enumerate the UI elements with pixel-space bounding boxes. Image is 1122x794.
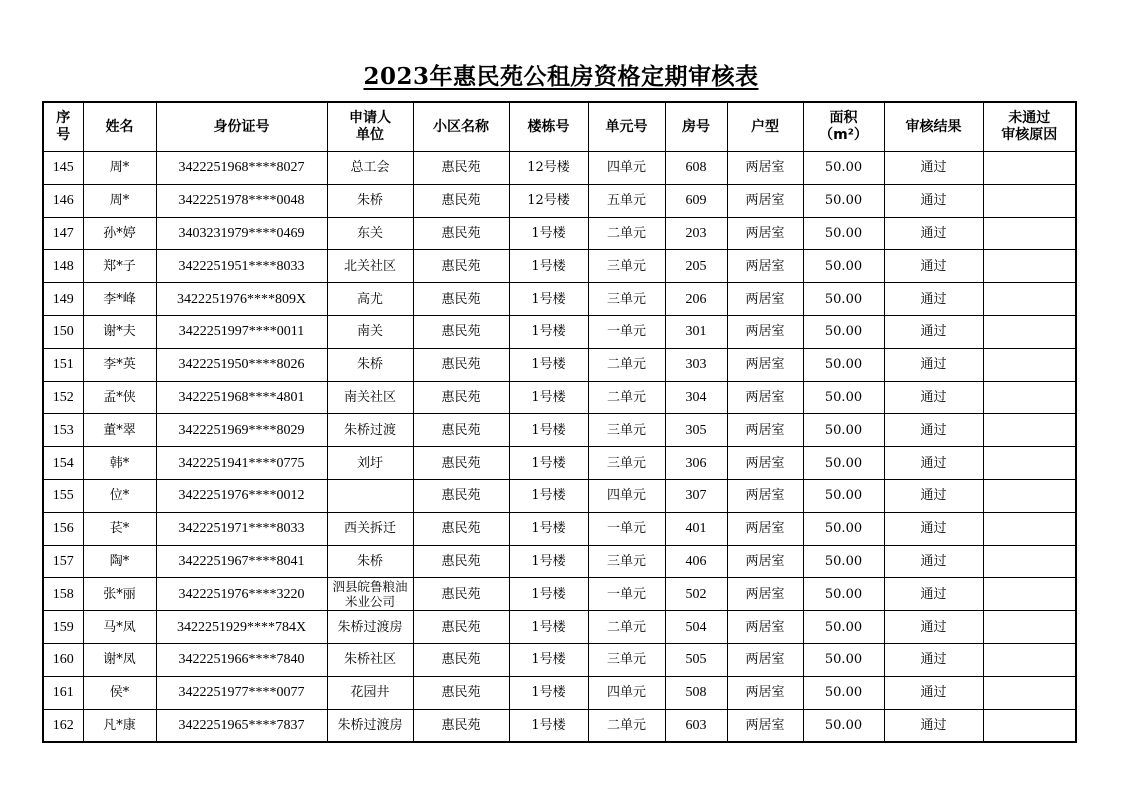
cell-unit-no: 三单元 — [588, 283, 665, 316]
cell-result: 通过 — [884, 152, 983, 185]
cell-id: 3422251969****8029 — [156, 414, 327, 447]
cell-community: 惠民苑 — [413, 414, 509, 447]
cell-result: 通过 — [884, 709, 983, 742]
cell-result: 通过 — [884, 250, 983, 283]
cell-type: 两居室 — [727, 709, 803, 742]
cell-type: 两居室 — [727, 152, 803, 185]
header-id-line1: 身份证号 — [213, 118, 270, 135]
cell-unit-no: 三单元 — [588, 414, 665, 447]
cell-no: 158 — [43, 578, 83, 611]
cell-community: 惠民苑 — [413, 283, 509, 316]
cell-room: 203 — [665, 217, 727, 250]
cell-building: 12号楼 — [509, 152, 588, 185]
table-row — [43, 479, 1076, 512]
cell-community: 惠民苑 — [413, 152, 509, 185]
cell-area: 50.00 — [803, 643, 884, 676]
cell-area: 50.00 — [803, 250, 884, 283]
cell-id: 3422251951****8033 — [156, 250, 327, 283]
cell-result: 通过 — [884, 217, 983, 250]
cell-room: 508 — [665, 676, 727, 709]
cell-unit-no: 五单元 — [588, 184, 665, 217]
table-header-row — [43, 102, 1076, 152]
cell-room: 206 — [665, 283, 727, 316]
cell-community: 惠民苑 — [413, 512, 509, 545]
table-row — [43, 578, 1076, 611]
cell-community: 惠民苑 — [413, 381, 509, 414]
header-community — [413, 102, 509, 152]
cell-id: 3422251976****809X — [156, 283, 327, 316]
header-no-line2: 号 — [56, 127, 71, 143]
cell-building: 1号楼 — [509, 643, 588, 676]
cell-reason — [983, 479, 1076, 512]
cell-reason — [983, 348, 1076, 381]
cell-no: 154 — [43, 447, 83, 480]
table-body — [43, 152, 1076, 743]
cell-no: 162 — [43, 709, 83, 742]
cell-building: 1号楼 — [509, 479, 588, 512]
cell-unit: 总工会 — [327, 152, 413, 185]
cell-unit: 南关社区 — [327, 381, 413, 414]
cell-unit-no: 三单元 — [588, 250, 665, 283]
header-room-line1: 房号 — [682, 118, 710, 135]
cell-community: 惠民苑 — [413, 643, 509, 676]
cell-type: 两居室 — [727, 348, 803, 381]
cell-room: 603 — [665, 709, 727, 742]
cell-name: 周* — [83, 184, 156, 217]
cell-reason — [983, 381, 1076, 414]
cell-result: 通过 — [884, 414, 983, 447]
cell-unit: 朱桥过渡 — [327, 414, 413, 447]
cell-id: 3422251929****784X — [156, 611, 327, 644]
cell-unit: 花园井 — [327, 676, 413, 709]
cell-result: 通过 — [884, 447, 983, 480]
cell-no: 150 — [43, 315, 83, 348]
cell-community: 惠民苑 — [413, 348, 509, 381]
cell-name: 周* — [83, 152, 156, 185]
table-row — [43, 512, 1076, 545]
cell-unit: 刘圩 — [327, 447, 413, 480]
cell-result: 通过 — [884, 643, 983, 676]
header-unit-line2: 单位 — [356, 127, 384, 143]
header-name — [83, 102, 156, 152]
header-area-line2: （m²） — [819, 127, 868, 143]
cell-type: 两居室 — [727, 611, 803, 644]
cell-unit-no: 二单元 — [588, 348, 665, 381]
cell-unit: 朱桥 — [327, 184, 413, 217]
cell-result: 通过 — [884, 283, 983, 316]
cell-building: 1号楼 — [509, 414, 588, 447]
cell-area: 50.00 — [803, 545, 884, 578]
cell-reason — [983, 315, 1076, 348]
cell-unit-no: 三单元 — [588, 545, 665, 578]
header-building-line1: 楼栋号 — [527, 118, 570, 135]
cell-no: 159 — [43, 611, 83, 644]
table-row — [43, 152, 1076, 185]
cell-room: 307 — [665, 479, 727, 512]
cell-unit: 朱桥 — [327, 545, 413, 578]
cell-name: 陶* — [83, 545, 156, 578]
cell-area: 50.00 — [803, 578, 884, 611]
header-id — [156, 102, 327, 152]
cell-unit: 朱桥社区 — [327, 643, 413, 676]
cell-reason — [983, 250, 1076, 283]
page-title — [0, 58, 1122, 91]
cell-type: 两居室 — [727, 184, 803, 217]
cell-type: 两居室 — [727, 250, 803, 283]
cell-building: 1号楼 — [509, 315, 588, 348]
cell-id: 3422251966****7840 — [156, 643, 327, 676]
cell-name: 董*翠 — [83, 414, 156, 447]
cell-reason — [983, 217, 1076, 250]
table-row — [43, 348, 1076, 381]
cell-id: 3422251968****8027 — [156, 152, 327, 185]
cell-room: 305 — [665, 414, 727, 447]
cell-id: 3422251978****0048 — [156, 184, 327, 217]
cell-community: 惠民苑 — [413, 217, 509, 250]
cell-id: 3422251967****8041 — [156, 545, 327, 578]
cell-id: 3422251997****0011 — [156, 315, 327, 348]
cell-type: 两居室 — [727, 381, 803, 414]
header-community-line1: 小区名称 — [433, 118, 489, 135]
cell-no: 155 — [43, 479, 83, 512]
cell-building: 1号楼 — [509, 709, 588, 742]
cell-building: 1号楼 — [509, 611, 588, 644]
cell-name: 孟*侠 — [83, 381, 156, 414]
cell-type: 两居室 — [727, 447, 803, 480]
cell-reason — [983, 152, 1076, 185]
cell-community: 惠民苑 — [413, 709, 509, 742]
cell-building: 1号楼 — [509, 250, 588, 283]
cell-unit-no: 二单元 — [588, 217, 665, 250]
cell-reason — [983, 578, 1076, 611]
cell-community: 惠民苑 — [413, 184, 509, 217]
cell-unit-no: 一单元 — [588, 578, 665, 611]
cell-id: 3422251976****0012 — [156, 479, 327, 512]
table-row — [43, 611, 1076, 644]
cell-unit-no: 一单元 — [588, 315, 665, 348]
cell-unit: 朱桥过渡房 — [327, 709, 413, 742]
cell-building: 1号楼 — [509, 381, 588, 414]
cell-type: 两居室 — [727, 512, 803, 545]
cell-type: 两居室 — [727, 578, 803, 611]
cell-name: 苌* — [83, 512, 156, 545]
header-unit-no — [588, 102, 665, 152]
table-row — [43, 217, 1076, 250]
cell-id: 3422251976****3220 — [156, 578, 327, 611]
cell-type: 两居室 — [727, 479, 803, 512]
cell-result: 通过 — [884, 348, 983, 381]
header-building — [509, 102, 588, 152]
cell-result: 通过 — [884, 184, 983, 217]
title-text: 2023年惠民苑公租房资格定期审核表 — [363, 63, 759, 90]
cell-id: 3422251950****8026 — [156, 348, 327, 381]
cell-area: 50.00 — [803, 315, 884, 348]
cell-unit-no: 三单元 — [588, 643, 665, 676]
cell-community: 惠民苑 — [413, 250, 509, 283]
header-type-line1: 户型 — [751, 118, 779, 135]
cell-area: 50.00 — [803, 283, 884, 316]
header-reason-line2: 审核原因 — [1001, 127, 1058, 143]
cell-result: 通过 — [884, 578, 983, 611]
cell-unit: 泗县皖鲁粮油米业公司 — [327, 578, 413, 611]
cell-room: 406 — [665, 545, 727, 578]
cell-room: 505 — [665, 643, 727, 676]
cell-name: 谢*凤 — [83, 643, 156, 676]
cell-name: 孙*婷 — [83, 217, 156, 250]
cell-reason — [983, 512, 1076, 545]
cell-name: 凡*康 — [83, 709, 156, 742]
cell-room: 304 — [665, 381, 727, 414]
cell-area: 50.00 — [803, 611, 884, 644]
cell-unit: 北关社区 — [327, 250, 413, 283]
cell-reason — [983, 611, 1076, 644]
cell-reason — [983, 709, 1076, 742]
cell-type: 两居室 — [727, 676, 803, 709]
cell-community: 惠民苑 — [413, 447, 509, 480]
review-table — [42, 101, 1077, 743]
cell-room: 401 — [665, 512, 727, 545]
cell-no: 161 — [43, 676, 83, 709]
cell-no: 157 — [43, 545, 83, 578]
cell-unit-no: 二单元 — [588, 611, 665, 644]
cell-community: 惠民苑 — [413, 578, 509, 611]
cell-result: 通过 — [884, 315, 983, 348]
cell-room: 502 — [665, 578, 727, 611]
cell-room: 303 — [665, 348, 727, 381]
cell-name: 马*凤 — [83, 611, 156, 644]
cell-community: 惠民苑 — [413, 545, 509, 578]
cell-name: 韩* — [83, 447, 156, 480]
cell-unit: 朱桥过渡房 — [327, 611, 413, 644]
cell-community: 惠民苑 — [413, 676, 509, 709]
cell-unit: 朱桥 — [327, 348, 413, 381]
cell-no: 147 — [43, 217, 83, 250]
cell-area: 50.00 — [803, 381, 884, 414]
cell-name: 侯* — [83, 676, 156, 709]
cell-building: 1号楼 — [509, 447, 588, 480]
cell-room: 609 — [665, 184, 727, 217]
table-row — [43, 381, 1076, 414]
header-result-line1: 审核结果 — [905, 118, 962, 135]
cell-unit-no: 一单元 — [588, 512, 665, 545]
cell-unit: 东关 — [327, 217, 413, 250]
cell-unit-no: 四单元 — [588, 479, 665, 512]
cell-building: 1号楼 — [509, 545, 588, 578]
cell-no: 156 — [43, 512, 83, 545]
cell-unit: 高尤 — [327, 283, 413, 316]
cell-area: 50.00 — [803, 709, 884, 742]
cell-reason — [983, 414, 1076, 447]
cell-reason — [983, 545, 1076, 578]
cell-no: 160 — [43, 643, 83, 676]
cell-community: 惠民苑 — [413, 479, 509, 512]
cell-building: 12号楼 — [509, 184, 588, 217]
cell-result: 通过 — [884, 479, 983, 512]
cell-result: 通过 — [884, 676, 983, 709]
cell-room: 504 — [665, 611, 727, 644]
cell-id: 3403231979****0469 — [156, 217, 327, 250]
table-row — [43, 414, 1076, 447]
cell-building: 1号楼 — [509, 578, 588, 611]
cell-room: 205 — [665, 250, 727, 283]
cell-result: 通过 — [884, 611, 983, 644]
cell-name: 谢*夫 — [83, 315, 156, 348]
cell-building: 1号楼 — [509, 348, 588, 381]
cell-reason — [983, 676, 1076, 709]
table-row — [43, 545, 1076, 578]
header-result — [884, 102, 983, 152]
cell-result: 通过 — [884, 381, 983, 414]
cell-name: 张*丽 — [83, 578, 156, 611]
cell-community: 惠民苑 — [413, 611, 509, 644]
header-area-line1: 面积 — [829, 110, 858, 126]
header-no — [43, 102, 83, 152]
cell-type: 两居室 — [727, 643, 803, 676]
header-type — [727, 102, 803, 152]
header-unit — [327, 102, 413, 152]
cell-no: 151 — [43, 348, 83, 381]
cell-building: 1号楼 — [509, 676, 588, 709]
cell-community: 惠民苑 — [413, 315, 509, 348]
header-reason-line1: 未通过 — [1008, 110, 1051, 126]
cell-type: 两居室 — [727, 545, 803, 578]
cell-name: 李*峰 — [83, 283, 156, 316]
cell-id: 3422251968****4801 — [156, 381, 327, 414]
cell-room: 301 — [665, 315, 727, 348]
header-unit-line1: 申请人 — [349, 110, 391, 126]
cell-reason — [983, 184, 1076, 217]
cell-name: 位* — [83, 479, 156, 512]
cell-area: 50.00 — [803, 184, 884, 217]
cell-name: 郑*子 — [83, 250, 156, 283]
cell-area: 50.00 — [803, 152, 884, 185]
table-row — [43, 250, 1076, 283]
cell-name: 李*英 — [83, 348, 156, 381]
cell-no: 152 — [43, 381, 83, 414]
cell-unit: 南关 — [327, 315, 413, 348]
cell-unit-no: 四单元 — [588, 676, 665, 709]
table-row — [43, 643, 1076, 676]
table-row — [43, 447, 1076, 480]
cell-area: 50.00 — [803, 348, 884, 381]
cell-unit-no: 四单元 — [588, 152, 665, 185]
cell-building: 1号楼 — [509, 217, 588, 250]
cell-unit-no: 三单元 — [588, 447, 665, 480]
cell-area: 50.00 — [803, 512, 884, 545]
cell-area: 50.00 — [803, 447, 884, 480]
cell-unit: 西关拆迁 — [327, 512, 413, 545]
cell-building: 1号楼 — [509, 283, 588, 316]
cell-no: 146 — [43, 184, 83, 217]
cell-room: 306 — [665, 447, 727, 480]
cell-type: 两居室 — [727, 283, 803, 316]
cell-no: 148 — [43, 250, 83, 283]
cell-id: 3422251977****0077 — [156, 676, 327, 709]
cell-area: 50.00 — [803, 479, 884, 512]
header-name-line1: 姓名 — [105, 118, 134, 135]
cell-unit-no: 二单元 — [588, 381, 665, 414]
table-row — [43, 315, 1076, 348]
cell-result: 通过 — [884, 545, 983, 578]
header-no-line1: 序 — [56, 110, 71, 126]
cell-type: 两居室 — [727, 414, 803, 447]
cell-area: 50.00 — [803, 217, 884, 250]
cell-unit-no: 二单元 — [588, 709, 665, 742]
cell-reason — [983, 283, 1076, 316]
header-unit-no-line1: 单元号 — [605, 118, 648, 135]
cell-id: 3422251941****0775 — [156, 447, 327, 480]
cell-no: 145 — [43, 152, 83, 185]
cell-reason — [983, 447, 1076, 480]
table-row — [43, 283, 1076, 316]
cell-type: 两居室 — [727, 217, 803, 250]
cell-room: 608 — [665, 152, 727, 185]
cell-result: 通过 — [884, 512, 983, 545]
cell-area: 50.00 — [803, 414, 884, 447]
cell-area: 50.00 — [803, 676, 884, 709]
cell-unit — [327, 479, 413, 512]
table-row — [43, 184, 1076, 217]
cell-no: 153 — [43, 414, 83, 447]
cell-no: 149 — [43, 283, 83, 316]
cell-building: 1号楼 — [509, 512, 588, 545]
header-area — [803, 102, 884, 152]
table-row — [43, 676, 1076, 709]
cell-reason — [983, 643, 1076, 676]
header-room — [665, 102, 727, 152]
cell-type: 两居室 — [727, 315, 803, 348]
cell-id: 3422251971****8033 — [156, 512, 327, 545]
cell-id: 3422251965****7837 — [156, 709, 327, 742]
header-reason — [983, 102, 1076, 152]
table-row — [43, 709, 1076, 742]
